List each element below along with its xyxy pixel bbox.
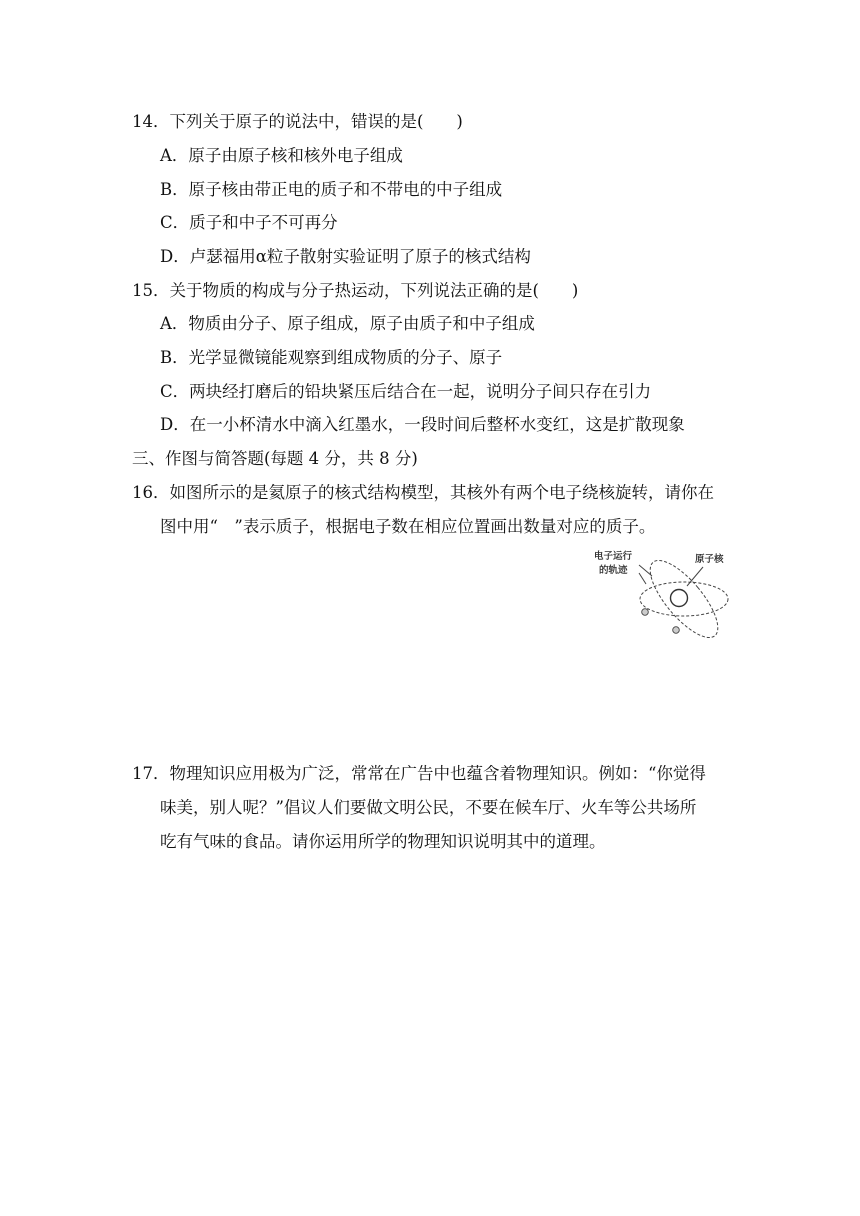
diagram-label-nucleus: 原子核 (695, 554, 724, 565)
q17-line-1: 17．物理知识应用极为广泛，常常在广告中也蕴含着物理知识。例如：“你觉得 (132, 764, 706, 783)
electron-2 (673, 627, 680, 634)
q15-option-d: D．在一小杯清水中滴入红墨水，一段时间后整杯水变红，这是扩散现象 (160, 415, 685, 434)
orbit-pointer-line-1 (639, 565, 652, 576)
q14-option-c: C．质子和中子不可再分 (160, 213, 338, 232)
helium-atom-diagram (590, 546, 735, 652)
q17-line-3: 吃有气味的食品。请你运用所学的物理知识说明其中的道理。 (160, 832, 606, 851)
q15-option-b: B．光学显微镜能观察到组成物质的分子、原子 (160, 348, 503, 367)
nucleus-circle (671, 590, 688, 607)
section-heading: 三、作图与简答题(每题 4 分，共 8 分) (132, 449, 418, 468)
q15-option-c: C．两块经打磨后的铅块紧压后结合在一起，说明分子间只存在引力 (160, 382, 652, 401)
q17-line-2: 味美，别人呢？”倡议人们要做文明公民，不要在候车厅、火车等公共场所 (160, 798, 697, 817)
q14-option-b: B．原子核由带正电的质子和不带电的中子组成 (160, 180, 503, 199)
q14-stem: 14．下列关于原子的说法中，错误的是( ) (132, 112, 463, 131)
electron-1 (642, 609, 649, 616)
q15-option-a: A．物质由分子、原子组成，原子由质子和中子组成 (160, 314, 535, 333)
q14-option-a: A．原子由原子核和核外电子组成 (160, 146, 403, 165)
q16-line-1: 16．如图所示的是氦原子的核式结构模型，其核外有两个电子绕核旋转，请你在 (132, 483, 714, 502)
diagram-label-orbit-1: 电子运行 (594, 551, 633, 562)
q15-stem: 15．关于物质的构成与分子热运动，下列说法正确的是( ) (132, 281, 579, 300)
orbit-pointer-line-2 (639, 573, 646, 584)
q14-option-d: D．卢瑟福用α粒子散射实验证明了原子的核式结构 (160, 247, 531, 266)
q16-line-2: 图中用“ ”表示质子，根据电子数在相应位置画出数量对应的质子。 (160, 517, 656, 536)
diagram-label-orbit-2: 的轨迹 (599, 565, 628, 576)
